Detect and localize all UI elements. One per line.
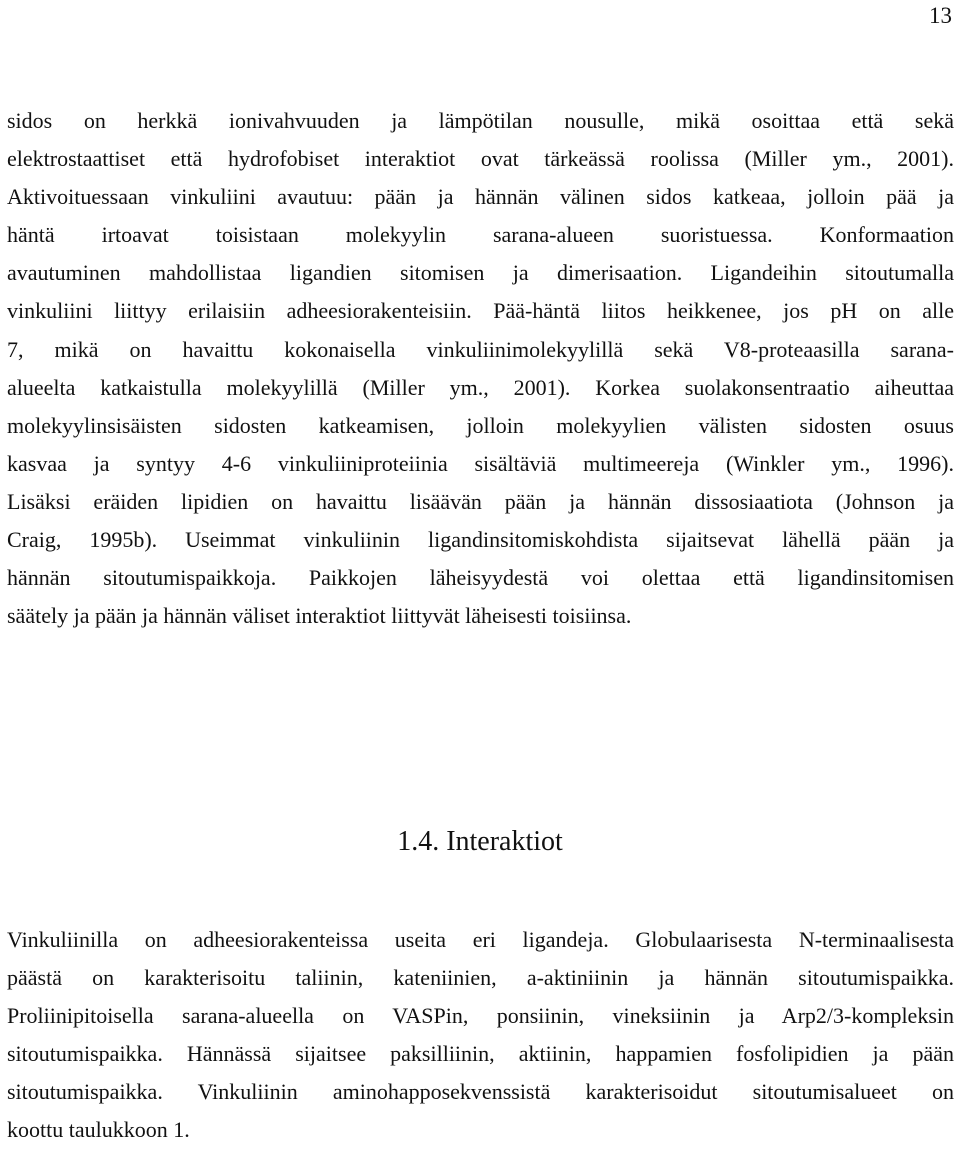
text-line: molekyylinsisäisten sidosten katkeamisen, jolloin molekyylien välisten sidosten osuus xyxy=(7,412,954,438)
text-line: vinkuliini liittyy erilaisiin adheesiorakenteisiin. Pää-häntä liitos heikkenee, jos pH on alle xyxy=(7,298,954,324)
text-line: häntä irtoavat toisistaan molekyylin sarana-alueen suoristuessa. Konformaation xyxy=(7,222,954,248)
text-line: sitoutumispaikka. Hännässä sijaitsee paksilliinin, aktiinin, happamien fosfolipidien ja pään xyxy=(7,1041,954,1067)
text-line: Aktivoituessaan vinkuliini avautuu: pään ja hännän välinen sidos katkeaa, jolloin pää ja xyxy=(7,184,954,210)
text-line: 7, mikä on havaittu kokonaisella vinkuliinimolekyylillä sekä V8-proteaasilla sarana- xyxy=(7,336,954,362)
text-line: alueelta katkaistulla molekyylillä (Miller ym., 2001). Korkea suolakonsentraatio aiheuttaa xyxy=(7,374,954,400)
paragraph-interactions xyxy=(7,921,954,1150)
text-line: elektrostaattiset että hydrofobiset interaktiot ovat tärkeässä roolissa (Miller ym., 2001). xyxy=(7,146,954,172)
text-line: säätely ja pään ja hännän väliset interaktiot liittyvät läheisesti toisiinsa. xyxy=(7,603,632,629)
text-line: päästä on karakterisoitu taliinin, kateniinien, a-aktiniinin ja hännän sitoutumispaikka. xyxy=(7,965,954,991)
text-line: Lisäksi eräiden lipidien on havaittu lisäävän pään ja hännän dissosiaatiota (Johnson ja xyxy=(7,488,954,514)
section-heading: 1.4. Interaktiot xyxy=(397,826,563,857)
text-line: kasvaa ja syntyy 4-6 vinkuliiniproteiinia sisältäviä multimeereja (Winkler ym., 1996). xyxy=(7,450,954,476)
text-line: Proliinipitoisella sarana-alueella on VASPin, ponsiinin, vineksiinin ja Arp2/3-kompleksin xyxy=(7,1003,954,1029)
paragraph-vinculin-activation xyxy=(7,102,954,635)
text-line: sitoutumispaikka. Vinkuliinin aminohapposekvenssistä karakterisoidut sitoutumisalueet on xyxy=(7,1079,954,1105)
page-number: 13 xyxy=(929,3,952,28)
text-line: sidos on herkkä ionivahvuuden ja lämpötilan nousulle, mikä osoittaa että sekä xyxy=(7,108,954,133)
text-line: Vinkuliinilla on adheesiorakenteissa useita eri ligandeja. Globulaarisesta N-terminaalisesta xyxy=(7,927,954,952)
text-line: koottu taulukkoon 1. xyxy=(7,1117,190,1143)
text-line: Craig, 1995b). Useimmat vinkuliinin ligandinsitomiskohdista sijaitsevat lähellä pään ja xyxy=(7,527,954,553)
text-line: avautuminen mahdollistaa ligandien sitomisen ja dimerisaation. Ligandeihin sitoutumalla xyxy=(7,260,954,286)
text-line: hännän sitoutumispaikkoja. Paikkojen läheisyydestä voi olettaa että ligandinsitomisen xyxy=(7,565,954,591)
